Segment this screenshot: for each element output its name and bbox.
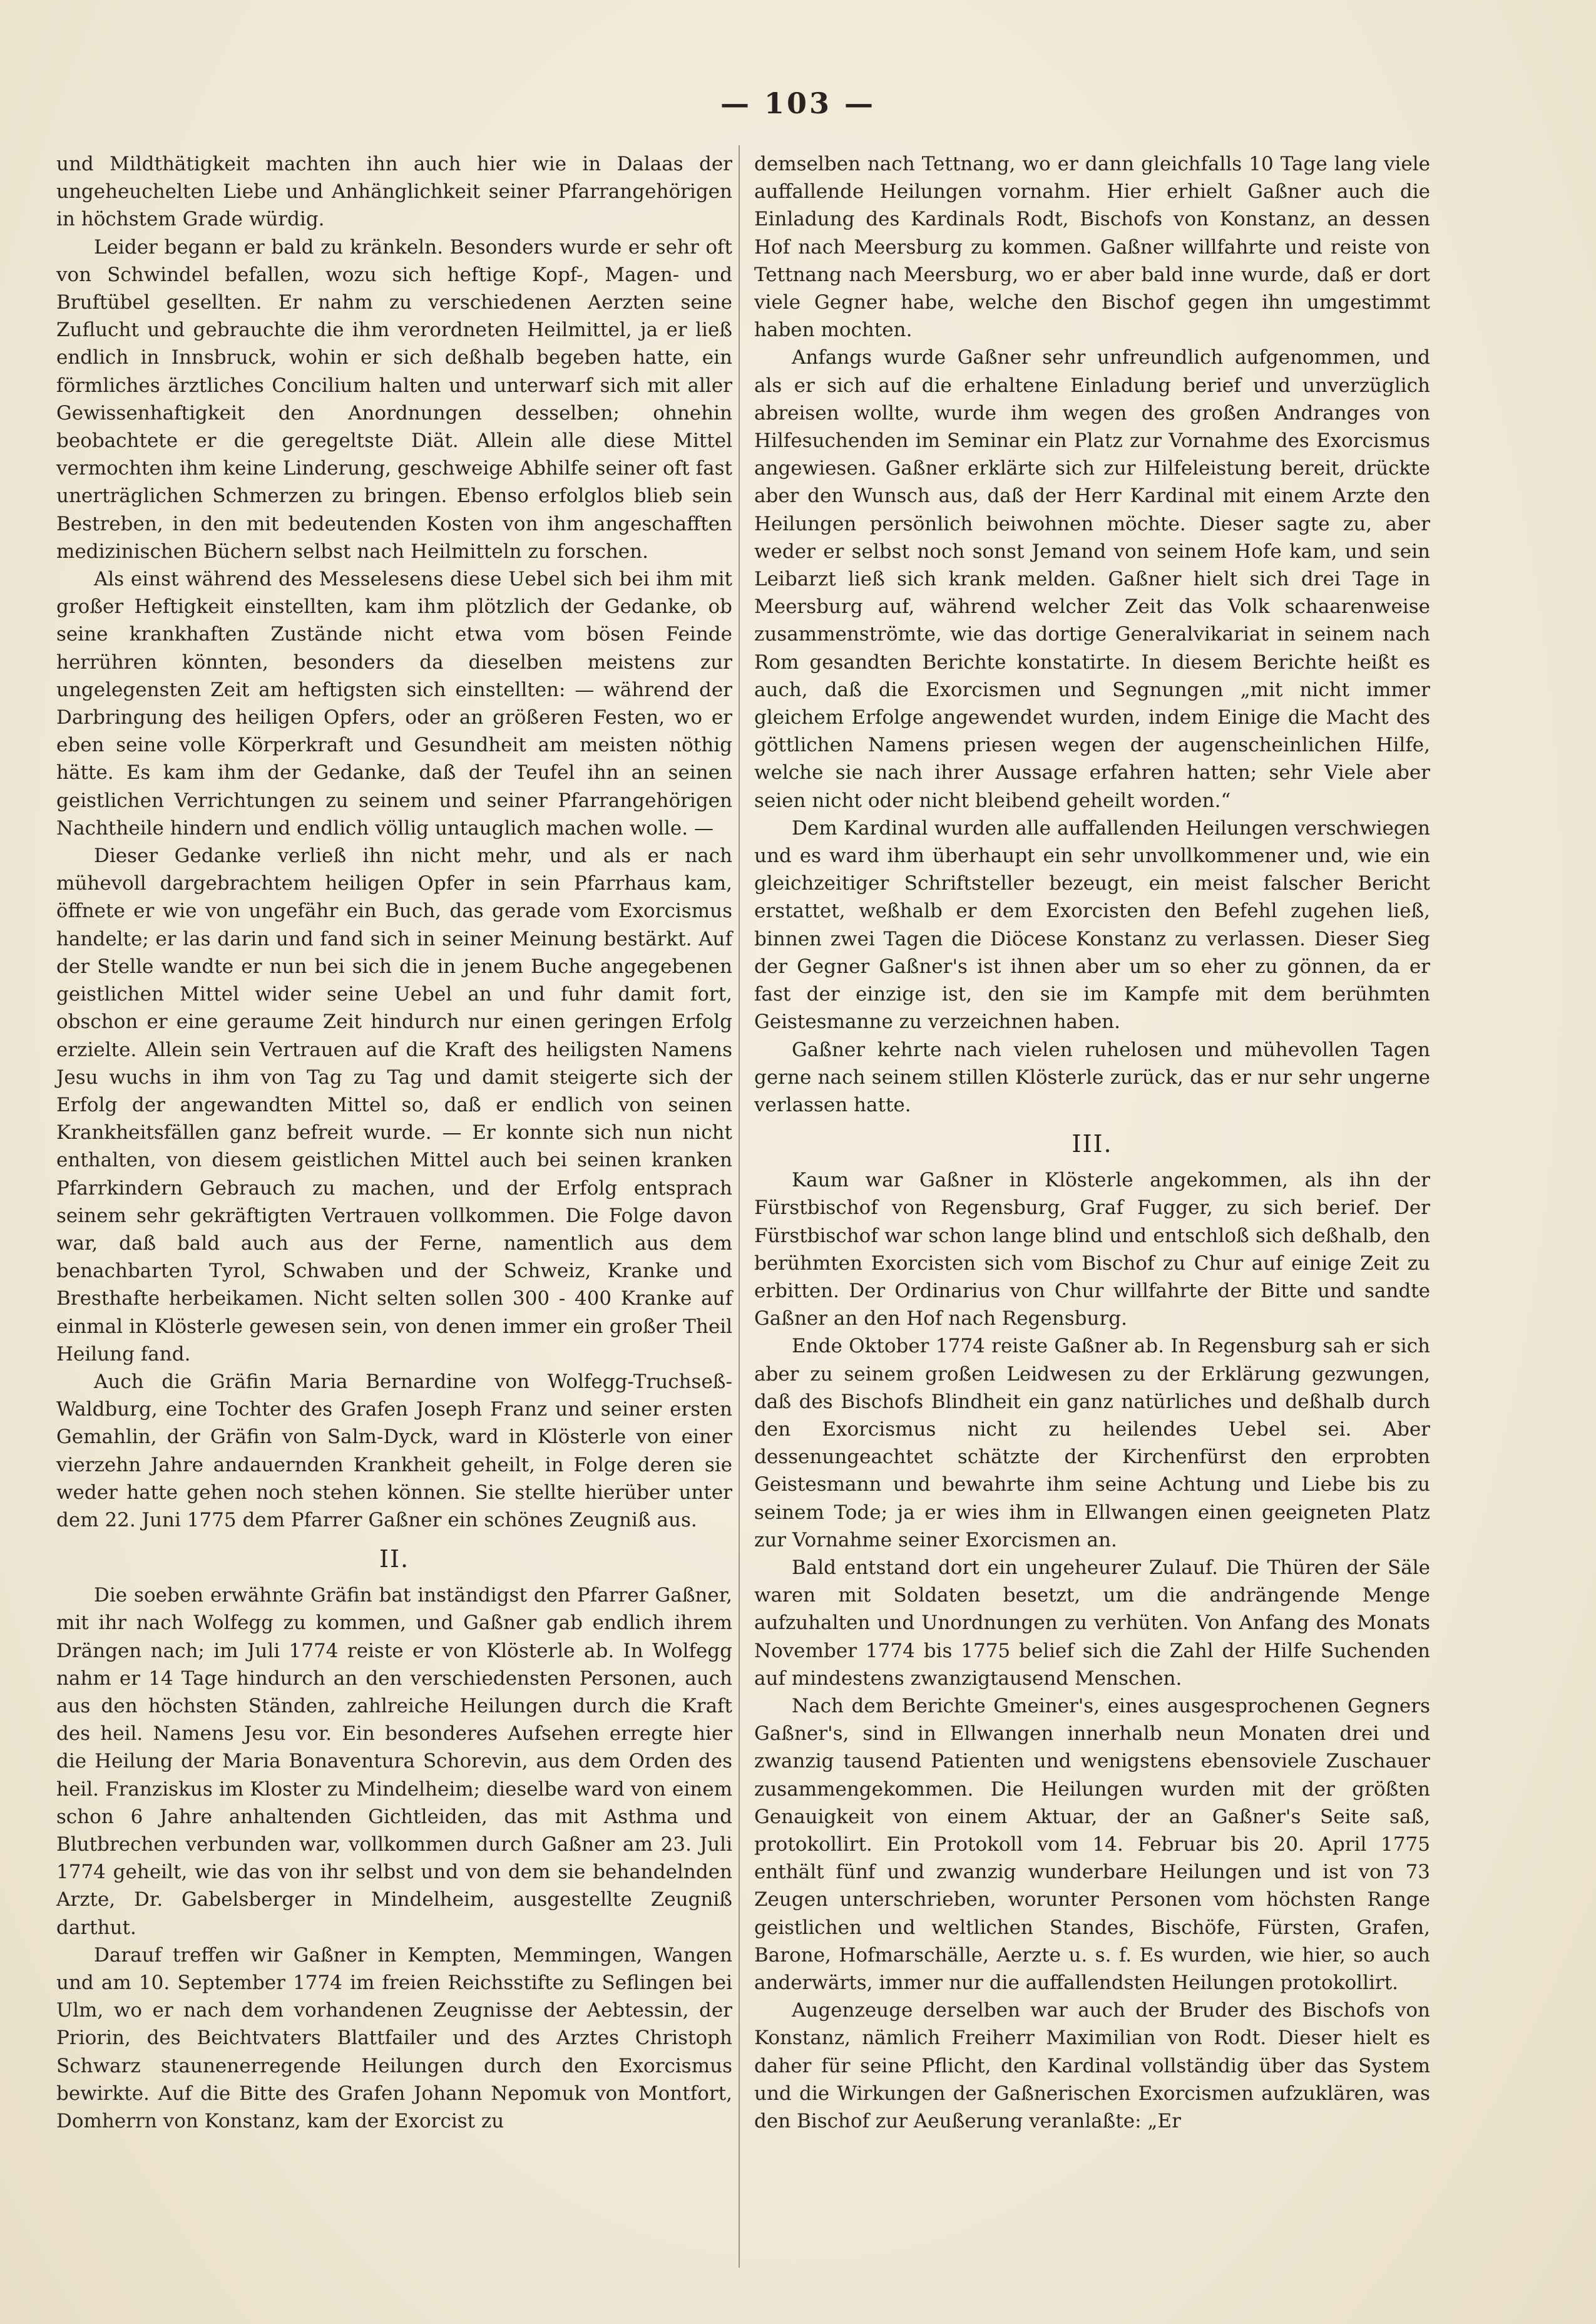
paragraph: und Mildthätigkeit machten ihn auch hier wie in Dalaas der ungeheuchelten Liebe und Anhänglichkeit seiner Pfarrangehörigen in höchstem Grade würdig. bbox=[56, 153, 732, 231]
paragraph: Darauf treffen wir Gaßner in Kempten, Memmingen, Wangen und am 10. September 1774 im freien Reichsstifte zu Seflingen bei Ulm, wo er nach dem vorhandenen Zeugnisse der Aebtessin, der Priorin, des Beichtvaters Blattfailer und des Arztes Christoph Schwarz staunenerregende Heilungen durch den Exorcismus bewirkte. Auf die Bitte des Grafen Johann Nepomuk von Montfort, Domherrn von Konstanz, kam der Exorcist zu bbox=[56, 1943, 732, 2133]
right-column bbox=[754, 150, 1430, 2135]
paragraph: Auch die Gräfin Maria Bernardine von Wolfegg-Truchseß-Waldburg, eine Tochter des Grafen Joseph Franz und seiner ersten Gemahlin, der Gräfin von Salm-Dyck, ward in Klösterle von einer vierzehn Jahre andauernden Krankheit geheilt, in Folge deren sie weder hatte gehen noch stehen können. Sie stellte hierüber unter dem 22. Juni 1775 dem Pfarrer Gaßner ein schönes Zeugniß aus. bbox=[56, 1370, 732, 1531]
paragraph: Dem Kardinal wurden alle auffallenden Heilungen verschwiegen und es ward ihm überhaupt ein sehr unvollkommener und, wie ein gleichzeitiger Schriftsteller bezeugt, ein meist falscher Bericht erstattet, weßhalb er dem Exorcisten den Befehl zugehen ließ, binnen zwei Tagen die Diöcese Konstanz zu verlassen. Dieser Sieg der Gegner Gaßner's ist ihnen aber um so eher zu gönnen, da er fast der einzige ist, den sie im Kampfe mit dem berühmten Geistesmanne zu verzeichnen haben. bbox=[754, 816, 1430, 1034]
paragraph: Leider begann er bald zu kränkeln. Besonders wurde er sehr oft von Schwindel befallen, wozu sich heftige Kopf-, Magen- und Bruftübel gesellten. Er nahm zu verschiedenen Aerzten seine Zuflucht und gebrauchte die ihm verordneten Heilmittel, ja er ließ endlich in Innsbruck, wohin er sich deßhalb begeben hatte, ein förmliches ärztliches Concilium halten und unterwarf sich mit aller Gewissenhaftigkeit den Anordnungen desselben; ohnehin beobachtete er die geregeltste Diät. Allein alle diese Mittel vermochten ihm keine Linderung, geschweige Abhilfe seiner oft fast unerträglichen Schmerzen zu bringen. Ebenso erfolglos blieb sein Bestreben, in den mit bedeutenden Kosten von ihm angeschafften medizinischen Büchern selbst nach Heilmitteln zu forschen. bbox=[56, 235, 732, 563]
paragraph: Gaßner kehrte nach vielen ruhelosen und mühevollen Tagen gerne nach seinem stillen Klösterle zurück, das er nur sehr ungerne verlassen hatte. bbox=[754, 1038, 1430, 1116]
section-heading: III. bbox=[1072, 1130, 1113, 1158]
paragraph: Anfangs wurde Gaßner sehr unfreundlich aufgenommen, und als er sich auf die erhaltene Einladung berief und unverzüglich abreisen wollte, wurde ihm wegen des großen Andranges von Hilfesuchenden im Seminar ein Platz zur Vornahme des Exorcismus angewiesen. Gaßner erklärte sich zur Hilfeleistung bereit, drückte aber den Wunsch aus, daß der Herr Kardinal mit einem Arzte den Heilungen persönlich beiwohnen möchte. Dieser sagte zu, aber weder er selbst noch sonst Jemand von seinem Hofe kam, und sein Leibarzt ließ sich krank melden. Gaßner hielt sich drei Tage in Meersburg auf, während welcher Zeit das Volk schaarenweise zusammenströmte, wie das dortige Generalvikariat in seinem nach Rom gesandten Berichte konstatirte. In diesem Berichte heißt es auch, daß die Exorcismen und Segnungen „mit nicht immer gleichem Erfolge angewendet wurden, indem Einige die Macht des göttlichen Namens priesen wegen der augenscheinlichen Hilfe, welche sie nach ihrer Aussage erfahren hatten; sehr Viele aber seien nicht oder nicht bleibend geheilt worden.“ bbox=[754, 346, 1430, 812]
paragraph: Nach dem Berichte Gmeiner's, eines ausgesprochenen Gegners Gaßner's, sind in Ellwangen innerhalb neun Monaten drei und zwanzig tausend Patienten und wenigstens ebensoviele Zuschauer zusammengekommen. Die Heilungen wurden mit der größten Genauigkeit von einem Aktuar, der an Gaßner's Seite saß, protokollirt. Ein Protokoll vom 14. Februar bis 20. April 1775 enthält fünf und zwanzig wunderbare Heilungen und ist von 73 Zeugen unterschrieben, worunter Personen vom höchsten Range geistlichen und weltlichen Standes, Bischöfe, Fürsten, Grafen, Barone, Hofmarschälle, Aerzte u. s. f. Es wurden, wie hier, so auch anderwärts, immer nur die auffallendsten Heilungen protokollirt. bbox=[754, 1694, 1430, 1994]
section-heading: II. bbox=[379, 1545, 410, 1573]
paragraph: Als einst während des Messelesens diese Uebel sich bei ihm mit großer Heftigkeit einstellten, kam ihm plötzlich der Gedanke, ob seine krankhaften Zustände nicht etwa vom bösen Feinde herrühren könnten, besonders da dieselben meistens zur ungelegensten Zeit am heftigsten sich einstellten: — während der Darbringung des heiligen Opfers, oder an größeren Festen, wo er eben seine volle Körperkraft und Gesundheit am meisten nöthig hätte. Es kam ihm der Gedanke, daß der Teufel ihn an seinen geistlichen Verrichtungen zu seinem und seiner Pfarrangehörigen Nachtheile hindern und endlich völlig untauglich machen wolle. — bbox=[56, 568, 732, 840]
left-column bbox=[56, 150, 732, 2135]
paragraph: Augenzeuge derselben war auch der Bruder des Bischofs von Konstanz, nämlich Freiherr Maximilian von Rodt. Dieser hielt es daher für seine Pflicht, den Kardinal vollständig über das System und die Wirkungen der Gaßnerischen Exorcismen aufzuklären, was den Bischof zur Aeußerung veranlaßte: „Er bbox=[754, 1999, 1430, 2133]
paragraph: Bald entstand dort ein ungeheurer Zulauf. Die Thüren der Säle waren mit Soldaten besetzt, um die andrängende Menge aufzuhalten und Unordnungen zu verhüten. Von Anfang des Monats November 1774 bis 1775 belief sich die Zahl der Hilfe Suchenden auf mindestens zwanzigtausend Menschen. bbox=[754, 1556, 1430, 1690]
paragraph: Ende Oktober 1774 reiste Gaßner ab. In Regensburg sah er sich aber zu seinem großen Leidwesen zu der Erklärung gezwungen, daß des Bischofs Blindheit ein ganz natürliches und deßhalb durch den Exorcismus nicht zu heilendes Uebel sei. Aber dessenungeachtet schätzte der Kirchenfürst den erprobten Geistesmann und bewahrte ihm seine Achtung und Liebe bis zu seinem Tode; ja er wies ihm in Ellwangen einen geeigneten Platz zur Vornahme seiner Exorcismen an. bbox=[754, 1335, 1430, 1551]
paragraph: Dieser Gedanke verließ ihn nicht mehr, und als er nach mühevoll dargebrachtem heiligen Opfer in sein Pfarrhaus kam, öffnete er wie von ungefähr ein Buch, das gerade vom Exorcismus handelte; er las darin und fand sich in seiner Meinung bestärkt. Auf der Stelle wandte er nun bei sich die in jenem Buche angegebenen geistlichen Mittel wider seine Uebel an und fuhr damit fort, obschon er eine geraume Zeit hindurch nur einen geringen Erfolg erzielte. Allein sein Vertrauen auf die Kraft des heiligsten Namens Jesu wuchs in ihm von Tag zu Tag und damit steigerte sich der Erfolg der angewandten Mittel so, daß er endlich von seinen Krankheitsfällen ganz befreit wurde. — Er konnte sich nun nicht enthalten, von diesem geistlichen Mittel auch bei seinen kranken Pfarrkindern Gebrauch zu machen, und der Erfolg entsprach seinem sehr gekräftigten Vertrauen vollkommen. Die Folge davon war, daß bald auch aus der Ferne, namentlich aus dem benachbarten Tyrol, Schwaben und der Schweiz, Kranke und Bresthafte herbeikamen. Nicht selten sollen 300 - 400 Kranke auf einmal in Klösterle gewesen sein, von denen immer ein großer Theil Heilung fand. bbox=[56, 845, 732, 1365]
paragraph: Die soeben erwähnte Gräfin bat inständigst den Pfarrer Gaßner, mit ihr nach Wolfegg zu kommen, und Gaßner gab endlich ihrem Drängen nach; im Juli 1774 reiste er von Klösterle ab. In Wolfegg nahm er 14 Tage hindurch an den verschiedensten Personen, auch aus den höchsten Ständen, zahlreiche Heilungen durch die Kraft des heil. Namens Jesu vor. Ein besonderes Aufsehen erregte hier die Heilung der Maria Bonaventura Schorevin, aus dem Orden des heil. Franziskus im Kloster zu Mindelheim; dieselbe ward von einem schon 6 Jahre anhaltenden Gichtleiden, das mit Asthma und Blutbrechen verbunden war, vollkommen durch Gaßner am 23. Juli 1774 geheilt, wie das von ihr selbst und von dem sie behandelnden Arzte, Dr. Gabelsberger in Mindelheim, ausgestellte Zeugniß darthut. bbox=[56, 1584, 732, 1939]
paragraph: demselben nach Tettnang, wo er dann gleichfalls 10 Tage lang viele auffallende Heilungen vornahm. Hier erhielt Gaßner auch die Einladung des Kardinals Rodt, Bischofs von Konstanz, an dessen Hof nach Meersburg zu kommen. Gaßner willfahrte und reiste von Tettnang nach Meersburg, wo er aber bald inne wurde, daß er dort viele Gegner habe, welche den Bischof gegen ihn umgestimmt haben mochten. bbox=[754, 153, 1430, 342]
page-number: — 103 — bbox=[720, 86, 876, 120]
paragraph: Kaum war Gaßner in Klösterle angekommen, als ihn der Fürstbischof von Regensburg, Graf Fugger, zu sich berief. Der Fürstbischof war schon lange blind und entschloß sich deßhalb, den berühmten Exorcisten sich vom Bischof zu Chur auf einige Zeit zu erbitten. Der Ordinarius von Chur willfahrte der Bitte und sandte Gaßner an den Hof nach Regensburg. bbox=[754, 1169, 1430, 1330]
column-divider bbox=[739, 145, 740, 2268]
